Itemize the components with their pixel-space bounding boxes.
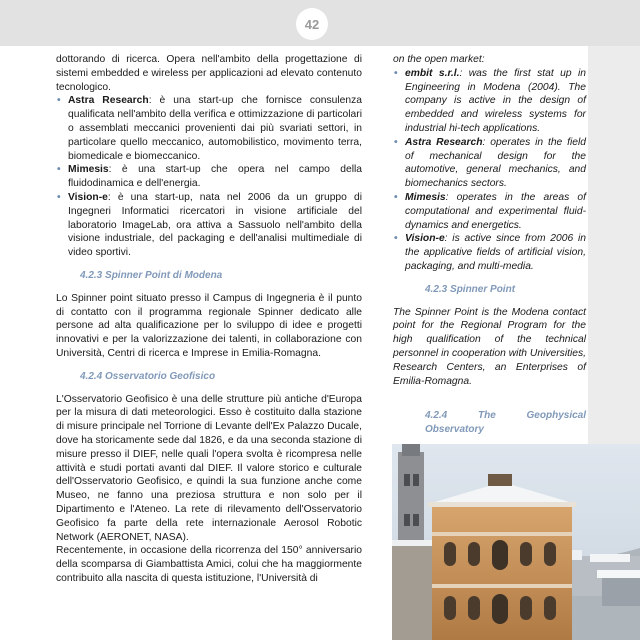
startup-list: [56, 94, 362, 260]
intro-paragraph: dottorando di ricerca. Opera nell'ambito della progettazione di sistemi embedded e wireless per applicazioni ad elevato contenuto tecnologico.: [56, 54, 362, 93]
section-heading-observatory: 4.2.4 Osservatorio Geofisico: [80, 370, 216, 382]
list-item: • Mimesis: operates in the areas of computational and experimental fluid-dynamics and energetics.: [393, 191, 586, 232]
list-item: • Vision-e: è una start-up, nata nel 2006 da un gruppo di Ingegneri Informatici ricercatori in visione artificiale del laboratorio ImageLab, ora attiva a Sassuolo nell'ambito della visione industriale, del packaging e dell'analisi multimediale di video sportivi.: [56, 191, 362, 260]
page-number-badge: 42: [296, 8, 328, 40]
list-item: • Astra Research: è una start-up che fornisce consulenza qualificata nell'ambito della verifica e ottimizzazione di particolari o assemblati meccanici provenienti dai più svariati settori, in particolare quello meccanico, automobilistico, movimento terra, biomedicale e biomeccanico.: [56, 94, 362, 163]
intro-paragraph: on the open market:: [393, 54, 485, 65]
spinner-paragraph: The Spinner Point is the Modena contact point for the Regional Program for the high qualification of the technical personnel in cooperation with Universities, Research Centers, an Enterprises of Emilia-Romagna.: [393, 306, 586, 387]
list-item: • Vision-e: is active since from 2006 in the applicative fields of artificial vision, packaging, and multi-media.: [393, 232, 586, 273]
startup-list: [393, 67, 586, 274]
section-heading-spinner: 4.2.3 Spinner Point di Modena: [80, 269, 223, 281]
list-item: • embit s.r.l.: was the first stat up in Engineering in Modena (2004). The company is active in the design of embedded and wireless systems for industrial hi-tech applications.: [393, 67, 586, 136]
section-heading-observatory: 4.2.4 The Geophysical Observatory: [425, 410, 586, 436]
palazzo-ducale-photo: [392, 444, 640, 640]
observatory-paragraph: L'Osservatorio Geofisico è una delle strutture più antiche d'Europa per la misura di dati meteorologici. Esso è costituito dalla stazione di misure principale nel Torrione di Levante dell'Ex Palazzo Ducale, dove ha storicamente sede dal 1826, e da una seconda stazione di misure presso il DIEF, nelle quali l'opera svolta è ricompresa nelle attività e studi portati avanti dal DIEF. Il valore storico e culturale dell'Osservatorio Geofisico, e quindi la sua funzione anche come Museo, ne fanno una preziosa struttura e non solo per il Dipartimento e l'Ateneo. La rete di rilevamento dell'Osservatorio Geofisico fa parte della rete internazionale Aerosol Robotic Network (AERONET, NASA).: [56, 393, 362, 543]
spinner-paragraph: Lo Spinner point situato presso il Campus di Ingegneria è il punto di contatto con il programma regionale Spinner dedicato alle persone ad alta qualificazione per lo sviluppo di idee e progetti innovativi e per la valorizzazione dei talenti, in collaborazione con Università, Centri di ricerca e Imprese in Emilia-Romagna.: [56, 292, 362, 359]
list-item: • Astra Research: operates in the field of mechanical design for the automotive, general mechanics, and biomechanics sectors.: [393, 136, 586, 191]
english-column: [393, 53, 586, 460]
city-winter-illustration: [392, 444, 640, 640]
list-item: • Mimesis: è una start-up che opera nel campo della fluidodinamica e dell'energia.: [56, 163, 362, 191]
italian-column: [56, 53, 362, 586]
section-heading-spinner: 4.2.3 Spinner Point: [425, 283, 516, 295]
anniversary-paragraph: Recentemente, in occasione della ricorrenza del 150° anniversario della scomparsa di Giambattista Amici, colui che ha maggiormente contribuito alla nascita di questa istituzione, l'Università di: [56, 545, 362, 584]
